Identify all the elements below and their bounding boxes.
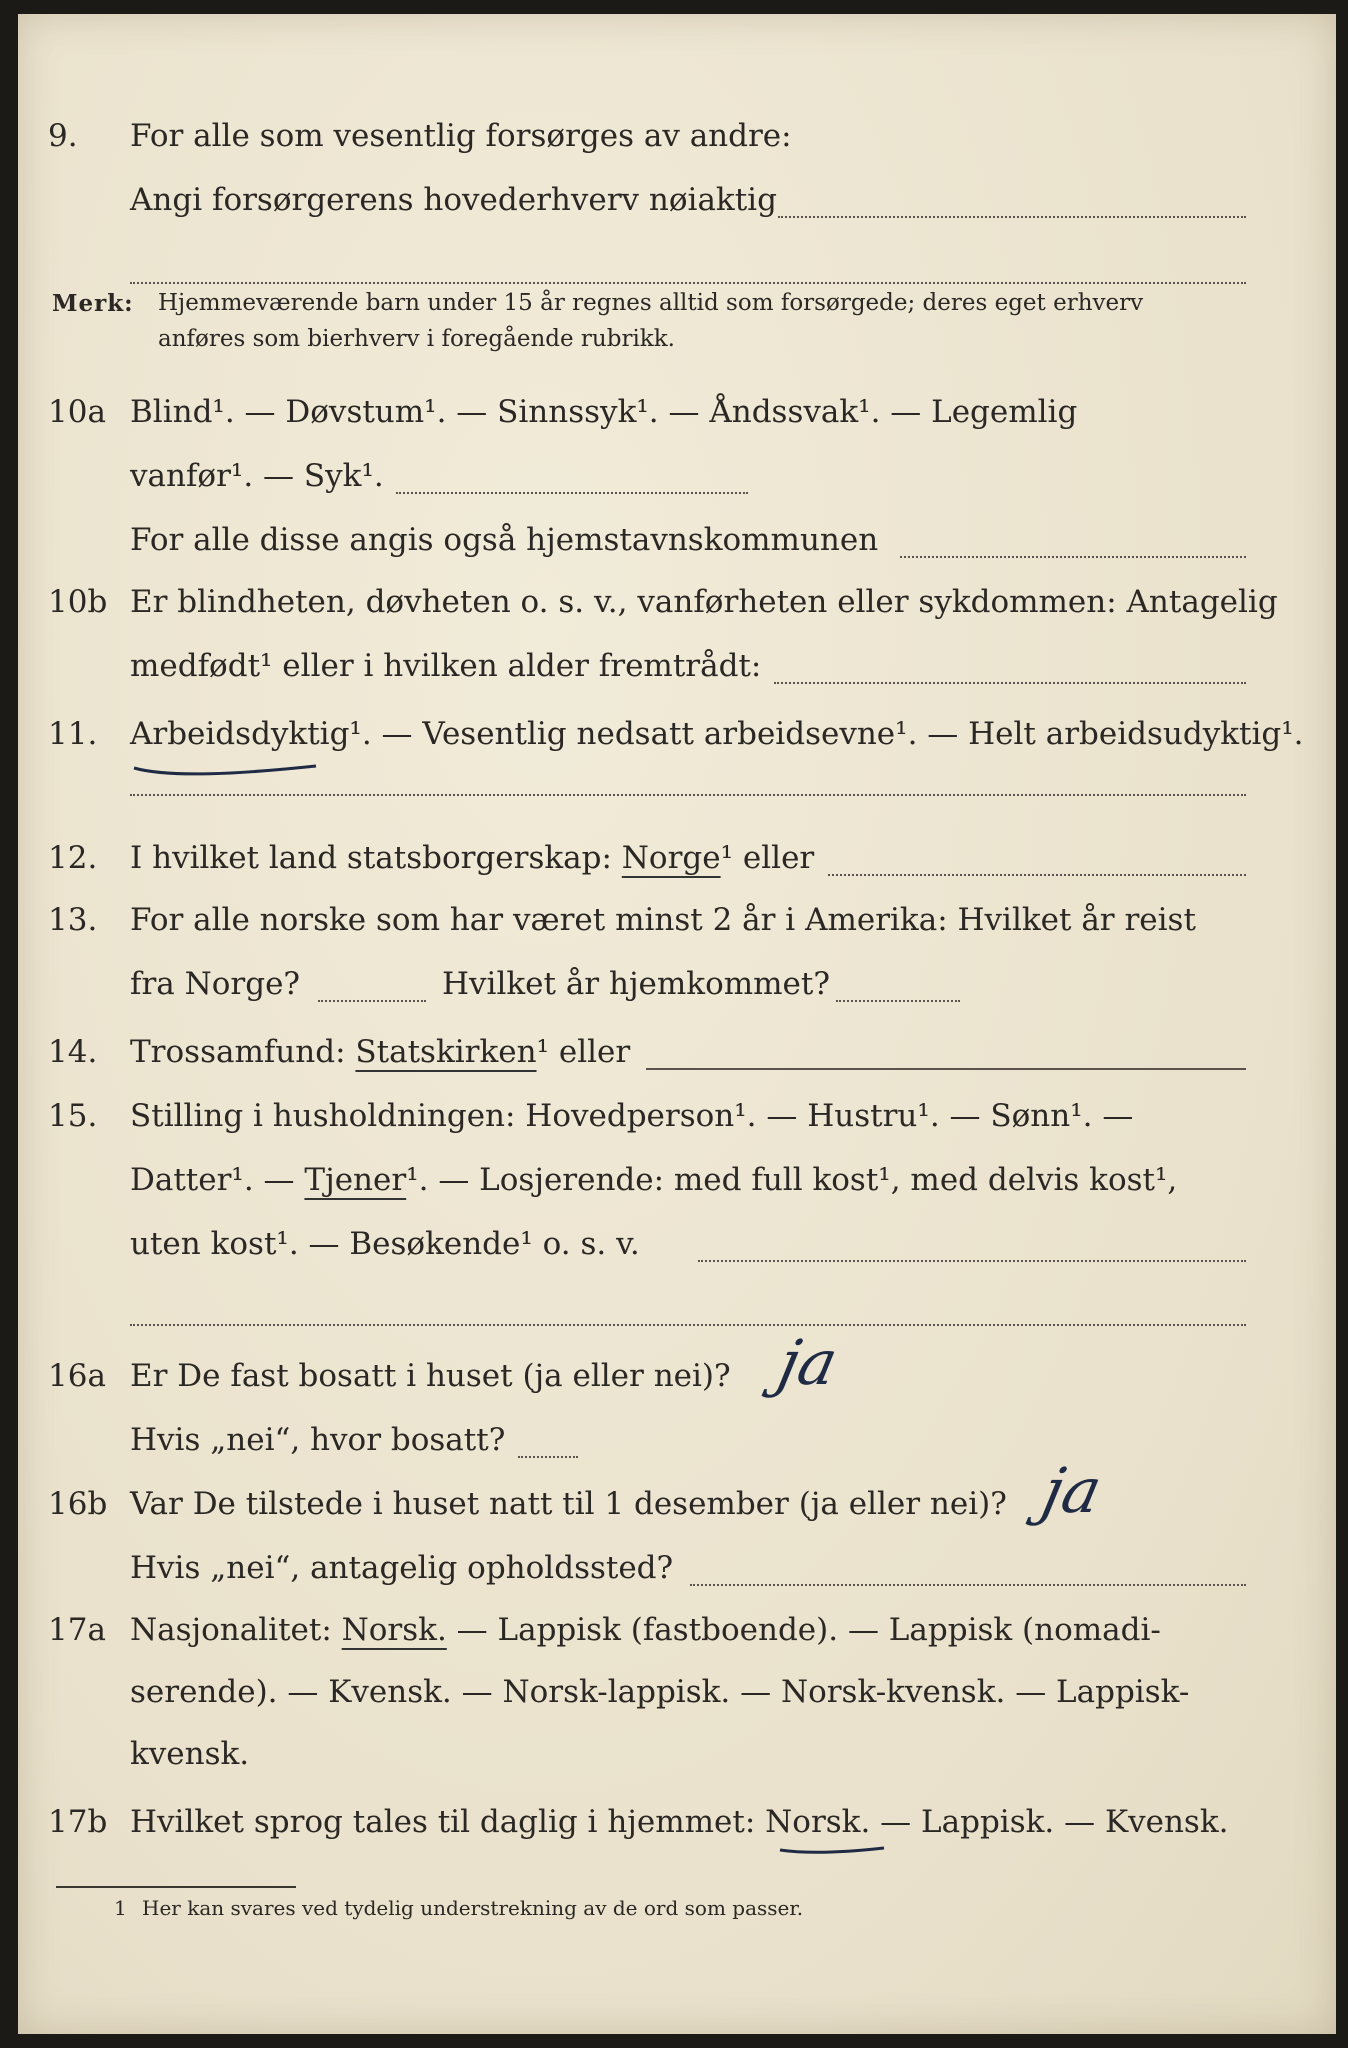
q12-pre: I hvilket land statsborgerskap: [130, 840, 612, 876]
footnote-mark: 1 [114, 1896, 127, 1920]
census-form-page [18, 14, 1336, 2034]
q16a-handwritten-answer[interactable]: ja [772, 1326, 844, 1399]
q15-line3 [18, 1218, 1336, 1270]
q17b-line [18, 1796, 1336, 1848]
q17b-text [130, 1796, 1228, 1848]
q14-number: 14. [48, 1034, 98, 1070]
q11-handwritten-underline [130, 754, 320, 778]
q16b-text1: Var De tilstede i huset natt til 1 desember (ja eller nei)? [130, 1486, 1007, 1522]
q16a-text1: Er De fast bosatt i huset (ja eller nei)? [130, 1358, 731, 1394]
q11-text [130, 708, 1304, 760]
q12-line [18, 832, 1336, 884]
q13-return-field[interactable] [836, 1000, 960, 1002]
q10a-line1 [18, 386, 1336, 438]
q10a-text2: vanfør¹. — Syk¹. [130, 458, 384, 494]
q17a-number: 17a [48, 1612, 106, 1648]
q12-text [130, 832, 814, 884]
q13-text1: For alle norske som har været minst 2 år i Amerika: Hvilket år reist [130, 902, 1196, 938]
q15-answer-field[interactable] [698, 1260, 1246, 1262]
q17b-number: 17b [48, 1804, 108, 1840]
q17a-pre: Nasjonalitet: [130, 1612, 332, 1648]
q16a-line1 [18, 1350, 1336, 1402]
q17b-pre: Hvilket sprog tales til daglig i hjemmet: [130, 1804, 756, 1840]
q16b-line1 [18, 1478, 1336, 1530]
q14-line [18, 1026, 1336, 1078]
q15-text3: uten kost¹. — Besøkende¹ o. s. v. [130, 1226, 640, 1262]
q17a-selected-option[interactable]: Norsk. [341, 1612, 447, 1648]
q15-text2a: Datter¹. — [130, 1162, 295, 1198]
q16a-line2 [18, 1414, 1336, 1466]
q10a-line3 [18, 514, 1336, 566]
q10b-number: 10b [48, 584, 108, 620]
footnote-rule [56, 1886, 296, 1888]
q10a-text3: For alle disse angis også hjemstavnskommunen [130, 522, 879, 558]
q11-answer-field[interactable] [130, 794, 1246, 796]
q17a-text2: serende). — Kvensk. — Norsk-lappisk. — Norsk-kvensk. — Lappisk- [130, 1674, 1190, 1710]
q12-selected-option[interactable]: Norge [621, 840, 721, 876]
q15-text2b: ¹. — Losjerende: med full kost¹, med delvis kost¹, [406, 1162, 1178, 1198]
q10a-number: 10a [48, 394, 106, 430]
q17a-post: — Lappisk (fastboende). — Lappisk (nomadi- [456, 1612, 1161, 1648]
q15-text2 [130, 1154, 1177, 1206]
q14-text [130, 1026, 630, 1078]
q13-text2b: Hvilket år hjemkommet? [442, 966, 830, 1002]
q9-text2: Angi forsørgerens hovederhverv nøiaktig [130, 182, 777, 218]
q13-line1 [18, 894, 1336, 946]
q11-selected-option[interactable]: Arbeidsdyktig [130, 716, 350, 752]
q14-pre: Trossamfund: [130, 1034, 346, 1070]
merk-text2: anføres som bierhverv i foregående rubrikk. [158, 326, 675, 352]
q17b-selected-option[interactable]: Norsk. [765, 1804, 871, 1840]
q15-line1 [18, 1090, 1336, 1142]
q10b-text2: medfødt¹ eller i hvilken alder fremtrådt: [130, 648, 762, 684]
merk-label: Merk: [52, 290, 134, 317]
q16b-line2 [18, 1542, 1336, 1594]
q17b-handwritten-underline [778, 1842, 888, 1856]
q11-rest: ¹. — Vesentlig nedsatt arbeidsevne¹. — Helt arbeidsudyktig¹. [349, 716, 1304, 752]
merk-text1: Hjemmeværende barn under 15 år regnes alltid som forsørgede; deres eget erhverv [158, 290, 1144, 316]
q10b-line1 [18, 576, 1336, 628]
q12-number: 12. [48, 840, 98, 876]
q10b-line2 [18, 640, 1336, 692]
q13-departure-field[interactable] [318, 1000, 426, 1002]
q15-line2 [18, 1154, 1336, 1206]
footnote-text: Her kan svares ved tydelig understrekning av de ord som passer. [142, 1896, 804, 1920]
q17a-text1 [130, 1604, 1161, 1656]
q15-number: 15. [48, 1098, 98, 1134]
q13-text2a: fra Norge? [130, 966, 301, 1002]
q14-post: ¹ eller [536, 1034, 631, 1070]
q10b-text1: Er blindheten, døvheten o. s. v., vanførheten eller sykdommen: Antagelig [130, 584, 1278, 620]
q14-answer-field[interactable] [646, 1068, 1246, 1070]
q16a-text2: Hvis „nei“, hvor bosatt? [130, 1422, 506, 1458]
q16b-number: 16b [48, 1486, 108, 1522]
q9-answer-field[interactable] [778, 216, 1246, 218]
q10a-hometown-field[interactable] [900, 556, 1246, 558]
q17a-line3 [18, 1728, 1336, 1780]
q11-line [18, 708, 1336, 760]
q9-number: 9. [48, 118, 78, 154]
q13-line2 [18, 958, 1336, 1010]
q17a-line1 [18, 1604, 1336, 1656]
q11-number: 11. [48, 716, 98, 752]
q13-number: 13. [48, 902, 98, 938]
q17a-line2 [18, 1666, 1336, 1718]
q9-text1: For alle som vesentlig forsørges av andre: [130, 118, 792, 154]
q12-answer-field[interactable] [828, 874, 1246, 876]
q16a-answer-field[interactable] [518, 1456, 578, 1458]
q9-line1 [18, 110, 1336, 162]
q16b-answer-field[interactable] [690, 1584, 1246, 1586]
q10a-text1: Blind¹. — Døvstum¹. — Sinnssyk¹. — Åndssvak¹. — Legemlig [130, 394, 1078, 430]
q10b-answer-field[interactable] [774, 682, 1246, 684]
q12-post: ¹ eller [720, 840, 815, 876]
q10a-line2 [18, 450, 1336, 502]
q15-text1: Stilling i husholdningen: Hovedperson¹. — Hustru¹. — Sønn¹. — [130, 1098, 1134, 1134]
q17a-text3: kvensk. [130, 1736, 250, 1772]
q10a-answer-field[interactable] [396, 492, 748, 494]
q15-answer-field-2[interactable] [130, 1324, 1246, 1326]
q14-selected-option[interactable]: Statskirken [355, 1034, 537, 1070]
q9-line2 [18, 174, 1336, 226]
q16b-text2: Hvis „nei“, antagelig opholdssted? [130, 1550, 674, 1586]
q17b-post: — Lappisk. — Kvensk. [880, 1804, 1229, 1840]
q15-selected-option[interactable]: Tjener [304, 1162, 407, 1198]
q16b-handwritten-answer[interactable]: ja [1036, 1454, 1108, 1527]
q16a-number: 16a [48, 1358, 106, 1394]
